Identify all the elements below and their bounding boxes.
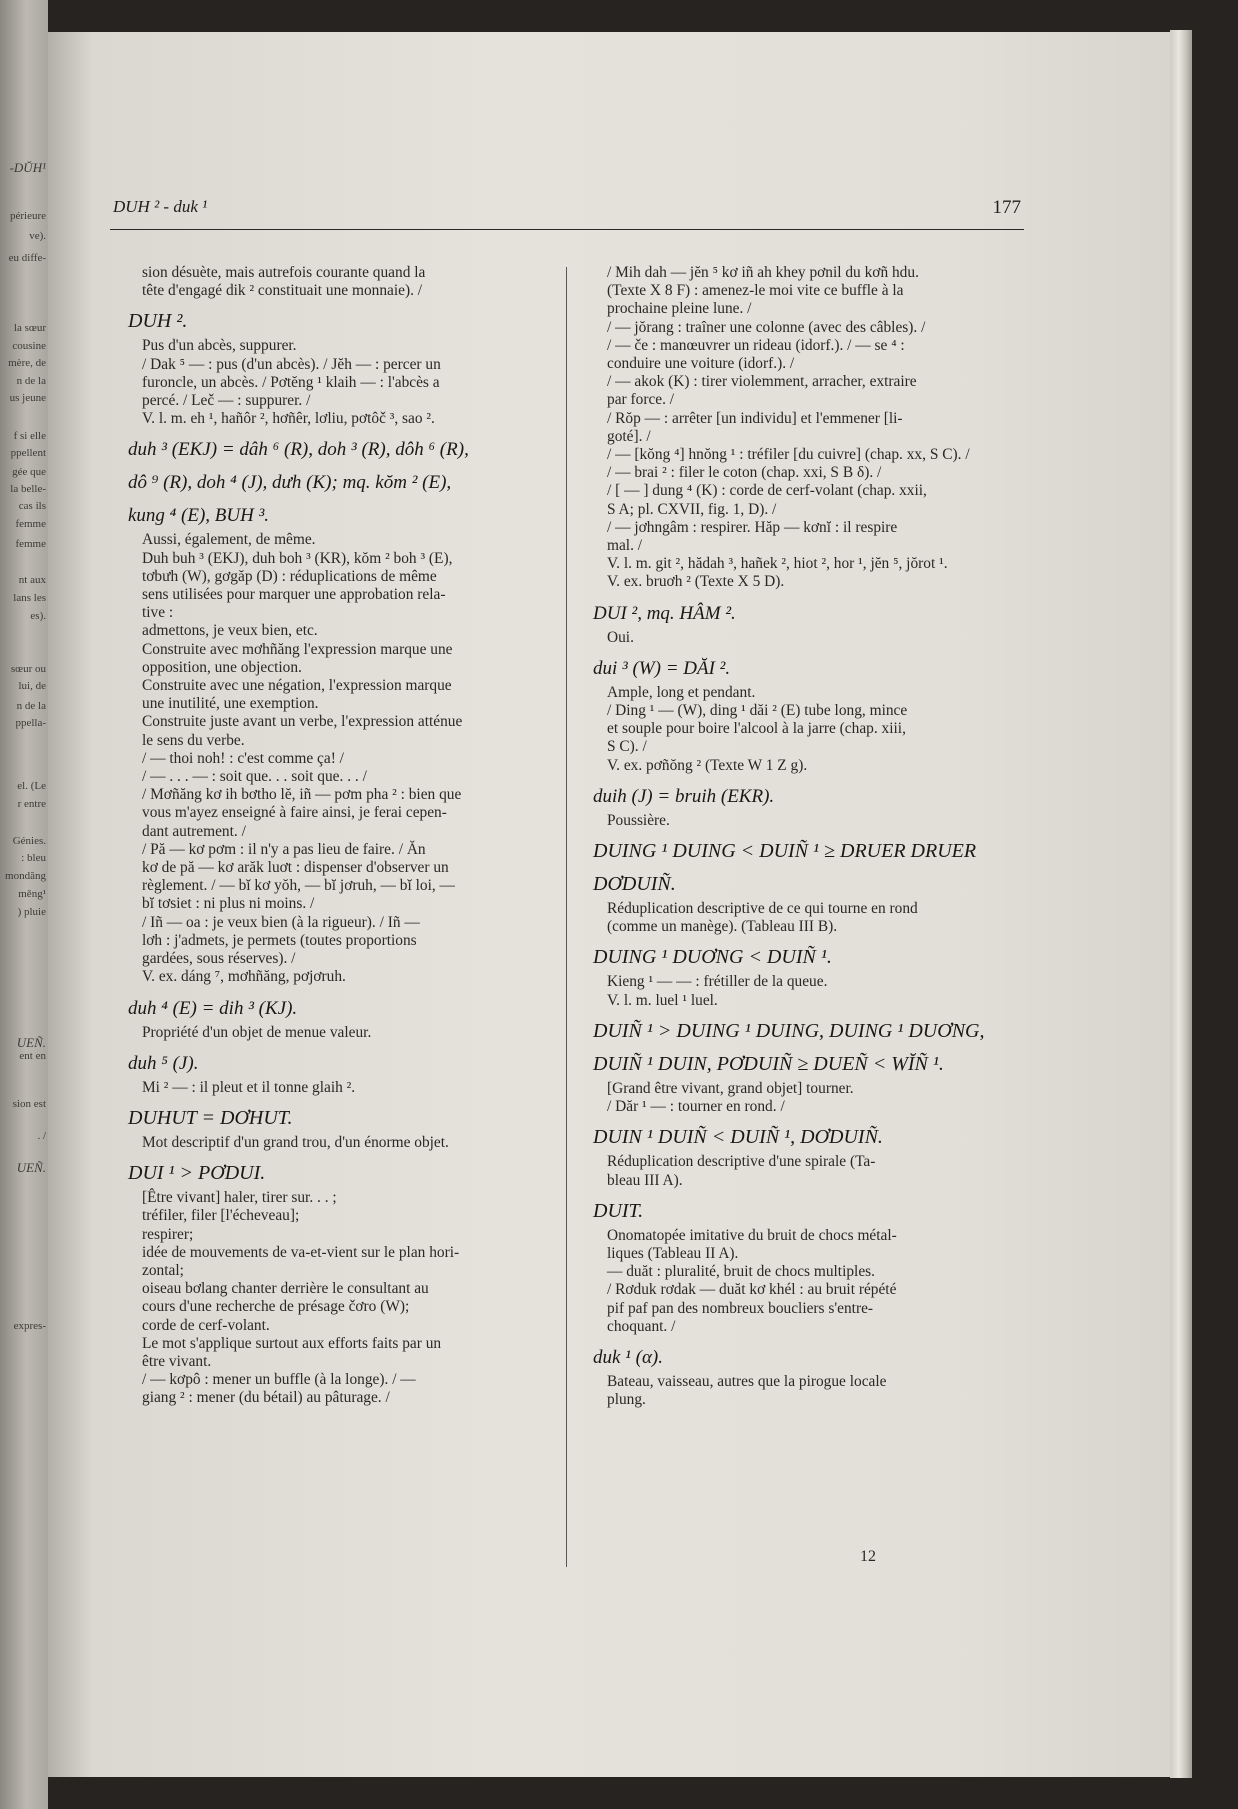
entry-text-line: V. ex. pơñŏng ² (Texte W 1 Z g). bbox=[607, 756, 808, 774]
entry-text-line: tive : bbox=[142, 604, 174, 622]
entry-text-line: règlement. / — bĭ kơ yŏh, — bĭ jơruh, — bĭ loi, — bbox=[142, 877, 455, 895]
entry-text-line: Bateau, vaisseau, autres que la pirogue locale bbox=[607, 1372, 887, 1390]
entry-text-line: lơh : j'admets, je permets (toutes proportions bbox=[142, 931, 417, 949]
entry-text-line: bleau III A). bbox=[607, 1171, 683, 1189]
entry-text-line: goté]. / bbox=[607, 427, 651, 445]
facing-page-fragment: ve). bbox=[29, 230, 46, 242]
entry-headword: dô ⁹ (R), doh ⁴ (J), dưh (K); mq. kŏm ² (E), bbox=[128, 472, 452, 494]
entry-text-line: kơ de pă — kơ arăk luơt : dispenser d'observer un bbox=[142, 859, 449, 877]
facing-page-fragment: cas ils bbox=[18, 500, 46, 512]
facing-page-fragment: lans les bbox=[13, 592, 46, 604]
signature-mark: 12 bbox=[860, 1548, 876, 1565]
facing-page-edge bbox=[0, 0, 48, 1809]
entry-headword: DUH ². bbox=[128, 310, 188, 333]
entry-text-line: sion désuète, mais autrefois courante quand la bbox=[142, 264, 426, 281]
entry-text-line: Mot descriptif d'un grand trou, d'un énorme objet. bbox=[142, 1133, 449, 1151]
entry-text-line: S A; pl. CXVII, fig. 1, D). / bbox=[607, 500, 777, 518]
entry-text-line: bĭ tơsiet : ni plus ni moins. / bbox=[142, 895, 315, 913]
facing-page-fragment: sion est bbox=[12, 1098, 46, 1110]
entry-text-line: Ample, long et pendant. bbox=[607, 683, 756, 701]
entry-text-line: Réduplication descriptive de ce qui tourne en rond bbox=[607, 900, 918, 918]
entry-headword: DƠDUIÑ. bbox=[593, 873, 676, 896]
entry-text-line: Réduplication descriptive d'une spirale (Ta- bbox=[607, 1153, 876, 1171]
entry-text-line: (Texte X 8 F) : amenez-le moi vite ce buffle à la bbox=[607, 282, 904, 300]
entry-text-line: respirer; bbox=[142, 1225, 194, 1243]
entry-headword: DUING ¹ DUING < DUIÑ ¹ ≥ DRUER DRUER bbox=[593, 840, 977, 863]
facing-page-fragment: expres- bbox=[13, 1320, 46, 1332]
entry-text-line: — duăt : pluralité, bruit de chocs multiples. bbox=[607, 1263, 875, 1281]
entry-headword: DUHUT = DƠHUT. bbox=[128, 1106, 293, 1129]
entry-text-line: / Iñ — oa : je veux bien (à la rigueur). / Iñ — bbox=[142, 913, 420, 931]
page-header bbox=[113, 195, 1021, 225]
entry-text-line: Construite avec une négation, l'expression marque bbox=[142, 677, 452, 695]
facing-page-fragment: femme bbox=[15, 518, 46, 530]
entry-headword: duh ³ (EKJ) = dâh ⁶ (R), doh ³ (R), dôh ⁶ (R), bbox=[128, 439, 469, 461]
entry-text-line: Construite avec mơhñăng l'expression marque une bbox=[142, 640, 453, 658]
entry-text-line: tête d'engagé dik ² constituait une monnaie). / bbox=[142, 282, 423, 300]
entry-text-line: sens utilisées pour marquer une approbation rela- bbox=[142, 586, 446, 604]
entry-text-line: mal. / bbox=[607, 537, 643, 555]
facing-page-fragment: n de la bbox=[16, 700, 46, 712]
entry-text-line: Aussi, également, de même. bbox=[142, 531, 316, 549]
facing-page-fragment: : bleu bbox=[21, 852, 46, 864]
entry-text-line: conduire une voiture (idorf.). / bbox=[607, 355, 795, 373]
entry-text-line: V. l. m. eh ¹, hañôr ², hơñêr, lơliu, pơtôč ³, sao ². bbox=[142, 410, 435, 428]
entry-text-line: / Dăr ¹ — : tourner en rond. / bbox=[607, 1098, 785, 1116]
entry-headword: DUIÑ ¹ > DUING ¹ DUING, DUING ¹ DUƠNG, bbox=[593, 1019, 985, 1042]
facing-page-fragment: périeure bbox=[9, 210, 46, 222]
facing-page-fragment: r entre bbox=[17, 798, 46, 810]
entry-text-line: furoncle, un abcès. / Pơtĕng ¹ klaih — : l'abcès a bbox=[142, 373, 440, 391]
entry-text-line: / Dak ⁵ — : pus (d'un abcès). / Jĕh — : percer un bbox=[142, 355, 441, 373]
entry-text-line: par force. / bbox=[607, 391, 675, 409]
entry-text-line: V. ex. dáng ⁷, mơhñăng, pơjơruh. bbox=[142, 968, 346, 986]
entry-text-line: / Rŏp — : arrêter [un individu] et l'emmener [li- bbox=[607, 409, 903, 427]
facing-page-fragment: la sœur bbox=[13, 322, 46, 334]
facing-page-fragment: Génies. bbox=[12, 835, 46, 847]
entry-text-line: / — jơhngâm : respirer. Hăp — kơnĭ : il respire bbox=[607, 518, 898, 536]
entry-text-line: et souple pour boire l'alcool à la jarre (chap. xiii, bbox=[607, 720, 906, 738]
entry-headword: DUIT. bbox=[593, 1199, 644, 1222]
entry-text-line: dant autrement. / bbox=[142, 822, 246, 840]
entry-text-line: giang ² : mener (du bétail) au pâturage. / bbox=[142, 1389, 390, 1407]
entry-headword: dui ³ (W) = DĂI ². bbox=[593, 657, 731, 679]
entry-text-line: pif paf pan des nombreux boucliers s'entre- bbox=[607, 1299, 874, 1317]
facing-page-fragment: lui, de bbox=[18, 680, 46, 692]
facing-page-fragment: mondăng bbox=[5, 870, 46, 882]
facing-page-fragment: el. (Le bbox=[17, 780, 46, 792]
entry-text-line: [Être vivant] haler, tirer sur. . . ; bbox=[142, 1189, 337, 1207]
facing-page-fragment: UEÑ. bbox=[16, 1160, 46, 1175]
facing-page-fragment: mère, de bbox=[8, 357, 46, 369]
entry-text-line: tơbưh (W), gơgăp (D) : réduplications de même bbox=[142, 567, 437, 585]
entry-text-line: / — . . . — : soit que. . . soit que. . . / bbox=[142, 768, 367, 786]
entry-text-line: V. ex. bruơh ² (Texte X 5 D). bbox=[607, 573, 785, 591]
facing-page-fragment: UEÑ. bbox=[16, 1035, 46, 1050]
entry-text-line: Pus d'un abcès, suppurer. bbox=[142, 337, 297, 355]
right-column bbox=[593, 264, 1020, 1574]
entry-text-line: / Pă — kơ pơm : il n'y a pas lieu de faire. / Ăn bbox=[142, 840, 426, 858]
entry-headword: kung ⁴ (E), BUH ³. bbox=[128, 505, 270, 527]
facing-page-fragment: f si elle bbox=[13, 430, 46, 442]
entry-text-line: / — thoi noh! : c'est comme ça! / bbox=[142, 749, 344, 767]
facing-page-fragment: femme bbox=[15, 538, 46, 550]
facing-page-fragment: měng¹ bbox=[18, 888, 46, 900]
facing-page-fragment: ) pluie bbox=[17, 906, 46, 918]
facing-page-fragment: la belle- bbox=[10, 483, 46, 495]
entry-text-line: admettons, je veux bien, etc. bbox=[142, 622, 318, 640]
entry-text-line: / — kơpô : mener un buffle (à la longe). / — bbox=[142, 1371, 416, 1389]
entry-text-line: / Mih dah — jĕn ⁵ kơ iñ ah khey pơnil du kơñ hdu. bbox=[607, 264, 919, 281]
entry-text-line: choquant. / bbox=[607, 1317, 676, 1335]
entry-text-line: (comme un manège). (Tableau III B). bbox=[607, 918, 838, 936]
facing-page-fragment: cousine bbox=[12, 340, 46, 352]
facing-page-fragment: gée que bbox=[12, 466, 46, 478]
entry-text-line: opposition, une objection. bbox=[142, 658, 302, 676]
entry-text-line: S C). / bbox=[607, 738, 647, 756]
facing-page-fragment: eu diffe- bbox=[8, 252, 46, 264]
facing-page-fragment: nt aux bbox=[18, 574, 46, 586]
entry-text-line: Mi ² — : il pleut et il tonne glaih ². bbox=[142, 1078, 356, 1096]
entry-text-line: cours d'une recherche de présage čơro (W); bbox=[142, 1298, 410, 1316]
entry-text-line: / — jŏrang : traîner une colonne (avec des câbles). / bbox=[607, 318, 926, 336]
header-rule bbox=[110, 229, 1024, 230]
entry-headword: DUI ², mq. HÂM ². bbox=[593, 602, 736, 624]
entry-text-line: Oui. bbox=[607, 628, 634, 646]
entry-text-line: / Mơñăng kơ ih bơtho lĕ, iñ — pơm pha ² : bien que bbox=[142, 786, 462, 804]
entry-text-line: idée de mouvements de va-et-vient sur le plan hori- bbox=[142, 1243, 460, 1261]
column-divider bbox=[566, 267, 567, 1567]
entry-headword: duk ¹ (α). bbox=[593, 1346, 664, 1368]
facing-page-fragment: . / bbox=[37, 1130, 46, 1142]
entry-text-line: V. l. m. luel ¹ luel. bbox=[607, 991, 718, 1009]
entry-text-line: / [ — ] dung ⁴ (K) : corde de cerf-volant (chap. xxii, bbox=[607, 482, 927, 500]
entry-text-line: plung. bbox=[607, 1391, 646, 1409]
entry-text-line: Poussière. bbox=[607, 811, 670, 829]
entry-text-line: tréfiler, filer [l'écheveau]; bbox=[142, 1207, 300, 1225]
entry-text-line: Kieng ¹ — — : frétiller de la queue. bbox=[607, 973, 828, 991]
entry-text-line: / Ding ¹ — (W), ding ¹ dăi ² (E) tube long, mince bbox=[607, 702, 908, 720]
facing-page-fragment: ent en bbox=[19, 1050, 46, 1062]
entry-headword: duih (J) = bruih (EKR). bbox=[593, 785, 775, 807]
entry-text-line: être vivant. bbox=[142, 1352, 212, 1370]
entry-text-line: Le mot s'applique surtout aux efforts faits par un bbox=[142, 1334, 442, 1352]
entry-text-line: Onomatopée imitative du bruit de chocs métal- bbox=[607, 1226, 897, 1244]
entry-headword: DUI ¹ > PƠDUI. bbox=[128, 1162, 266, 1185]
entry-text-line: gardées, sous réserves). / bbox=[142, 950, 296, 968]
entry-text-line: percé. / Leč — : suppurer. / bbox=[142, 392, 311, 410]
entry-text-line: Propriété d'un objet de menue valeur. bbox=[142, 1023, 372, 1041]
entry-text-line: une inutilité, une exemption. bbox=[142, 695, 319, 713]
facing-page-fragment: us jeune bbox=[9, 392, 46, 404]
entry-text-line: vous m'ayez enseigné à faire ainsi, je ferai cepen- bbox=[142, 804, 447, 822]
entry-text-line: Duh buh ³ (EKJ), duh boh ³ (KR), kŏm ² boh ³ (E), bbox=[142, 549, 453, 567]
entry-text-line: / — če : manœuvrer un rideau (idorf.). / — se ⁴ : bbox=[607, 336, 905, 354]
left-column bbox=[128, 264, 546, 1574]
entry-text-line: / — [kŏng ⁴] hnŏng ¹ : tréfiler [du cuivre] (chap. xx, S C). / bbox=[607, 446, 970, 464]
entry-text-line: V. l. m. git ², hădah ³, hañek ², hiot ², hor ¹, jĕn ⁵, jŏrot ¹. bbox=[607, 555, 948, 573]
facing-page-fragment: ppellent bbox=[10, 447, 46, 459]
entry-text-line: prochaine pleine lune. / bbox=[607, 300, 752, 318]
facing-page-fragment: n de la bbox=[16, 375, 46, 387]
entry-text-line: zontal; bbox=[142, 1261, 184, 1279]
facing-page-fragment: ppella- bbox=[15, 717, 46, 729]
entry-text-line: [Grand être vivant, grand objet] tourner. bbox=[607, 1079, 854, 1097]
facing-page-fragment: sœur ou bbox=[10, 663, 46, 675]
entry-headword: DUING ¹ DUƠNG < DUIÑ ¹. bbox=[593, 946, 832, 969]
entry-headword: duh ⁵ (J). bbox=[128, 1052, 199, 1074]
entry-text-line: / — akok (K) : tirer violemment, arracher, extraire bbox=[607, 373, 917, 391]
entry-text-line: le sens du verbe. bbox=[142, 731, 245, 749]
entry-text-line: Construite juste avant un verbe, l'expression atténue bbox=[142, 713, 463, 731]
entry-headword: DUIN ¹ DUIÑ < DUIÑ ¹, DƠDUIÑ. bbox=[593, 1126, 883, 1149]
entry-text-line: / Rơduk rơdak — duăt kơ khél : au bruit répété bbox=[607, 1281, 897, 1299]
entry-text-line: corde de cerf-volant. bbox=[142, 1316, 270, 1334]
entry-text-line: / — brai ² : filer le coton (chap. xxi, S B δ). / bbox=[607, 464, 882, 482]
entry-headword: duh ⁴ (E) = dih ³ (KJ). bbox=[128, 997, 298, 1019]
entry-text-line: oiseau bơlang chanter derrière le consultant au bbox=[142, 1280, 429, 1298]
page-stack-edge bbox=[1170, 30, 1192, 1778]
facing-page-fragment: -DŬH¹ bbox=[9, 160, 46, 175]
page-number: 177 bbox=[992, 197, 1021, 218]
entry-headword: DUIÑ ¹ DUIN, PƠDUIÑ ≥ DUEÑ < WĬÑ ¹. bbox=[593, 1052, 944, 1075]
entry-text-line: liques (Tableau II A). bbox=[607, 1244, 739, 1262]
facing-page-fragment: es). bbox=[30, 610, 46, 622]
running-head: DUH ² - duk ¹ bbox=[113, 197, 208, 216]
